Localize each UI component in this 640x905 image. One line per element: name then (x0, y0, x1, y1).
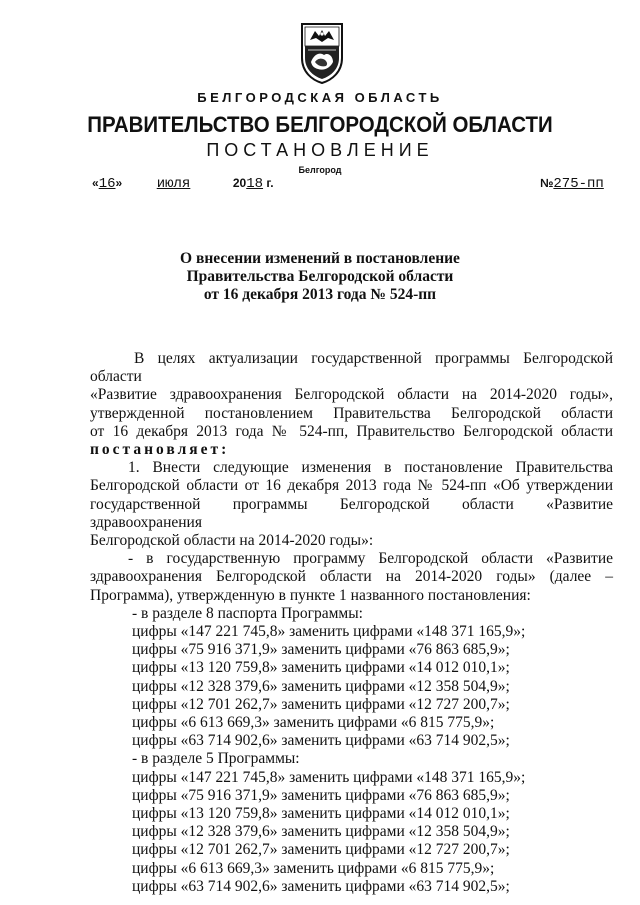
list-item: цифры «6 613 669,3» заменить цифрами «6 815 775,9»; (132, 714, 495, 732)
section-heading: - в разделе 5 Программы: (132, 750, 300, 768)
date-month: июля (156, 176, 191, 192)
list-item: цифры «12 701 262,7» заменить цифрами «12 727 200,7»; (132, 695, 510, 713)
body-line: от 16 декабря 2013 года № 524-пп, Правительство Белгородской области (90, 422, 613, 440)
region-name: БЕЛГОРОДСКАЯ ОБЛАСТЬ (197, 90, 443, 105)
number-prefix: № (540, 176, 554, 190)
list-item: цифры «75 916 371,9» заменить цифрами «76 863 685,9»; (132, 786, 510, 804)
title-line: О внесении изменений в постановление (180, 250, 460, 267)
list-item: цифры «147 221 745,8» заменить цифрами «148 371 165,9»; (132, 768, 526, 786)
date-year-unit: г. (266, 176, 274, 190)
body-line: «Развитие здравоохранения Белгородской области на 2014-2020 годы», (90, 386, 613, 404)
government-name: ПРАВИТЕЛЬСТВО БЕЛГОРОДСКОЙ ОБЛАСТИ (87, 112, 553, 137)
list-item: цифры «13 120 759,8» заменить цифрами «14 012 010,1»; (132, 659, 510, 677)
body-line: В целях актуализации государственной программы Белгородской области (90, 350, 613, 386)
list-item: цифры «12 328 379,6» заменить цифрами «12 358 504,9»; (132, 677, 510, 695)
list-item: цифры «147 221 745,8» заменить цифрами «148 371 165,9»; (132, 623, 526, 641)
section-heading: - в разделе 8 паспорта Программы: (132, 604, 363, 622)
list-item: цифры «63 714 902,6» заменить цифрами «63 714 902,5»; (132, 877, 510, 895)
body-line: государственной программы Белгородской области «Развитие здравоохранения (90, 495, 613, 531)
document-number (540, 176, 604, 192)
date-day: 16 (98, 176, 116, 192)
list-item: цифры «75 916 371,9» заменить цифрами «76 863 685,9»; (132, 641, 510, 659)
date-open-quote: « (92, 176, 99, 190)
number-value: 275-пп (553, 176, 604, 192)
document-body (90, 350, 613, 896)
list-item: цифры «12 328 379,6» заменить цифрами «12 358 504,9»; (132, 823, 510, 841)
city-name: Белгород (298, 165, 342, 175)
list-item: цифры «13 120 759,8» заменить цифрами «14 012 010,1»; (132, 805, 510, 823)
body-line: утвержденной постановлением Правительства Белгородской области (90, 404, 613, 422)
list-item: цифры «6 613 669,3» заменить цифрами «6 815 775,9»; (132, 859, 495, 877)
body-line: - в государственную программу Белгородской области «Развитие (128, 550, 613, 568)
date-year-suffix: 18 (246, 176, 264, 192)
body-line: Белгородской области от 16 декабря 2013 года № 524-пп «Об утверждении (90, 477, 613, 495)
date-close-quote: » (115, 176, 123, 190)
title-line: от 16 декабря 2013 года № 524-пп (203, 286, 437, 303)
document-type: ПОСТАНОВЛЕНИЕ (206, 140, 434, 160)
title-line: Правительства Белгородской области (186, 268, 454, 285)
document-title (0, 250, 640, 304)
document-date (92, 176, 274, 192)
date-year-prefix: 20 (232, 176, 247, 190)
coat-of-arms-icon (300, 22, 344, 84)
body-line: 1. Внести следующие изменения в постановление Правительства (128, 459, 613, 477)
list-item: цифры «63 714 902,6» заменить цифрами «63 714 902,5»; (132, 732, 510, 750)
list-item: цифры «12 701 262,7» заменить цифрами «12 727 200,7»; (132, 841, 510, 859)
body-line: здравоохранения Белгородской области на 2014-2020 годы» (далее – (90, 568, 613, 586)
body-line: Программа), утвержденную в пункте 1 названного постановления: (90, 586, 531, 604)
body-line: Белгородской области на 2014-2020 годы»: (90, 532, 374, 550)
decree-word: постановляет: (90, 441, 230, 459)
